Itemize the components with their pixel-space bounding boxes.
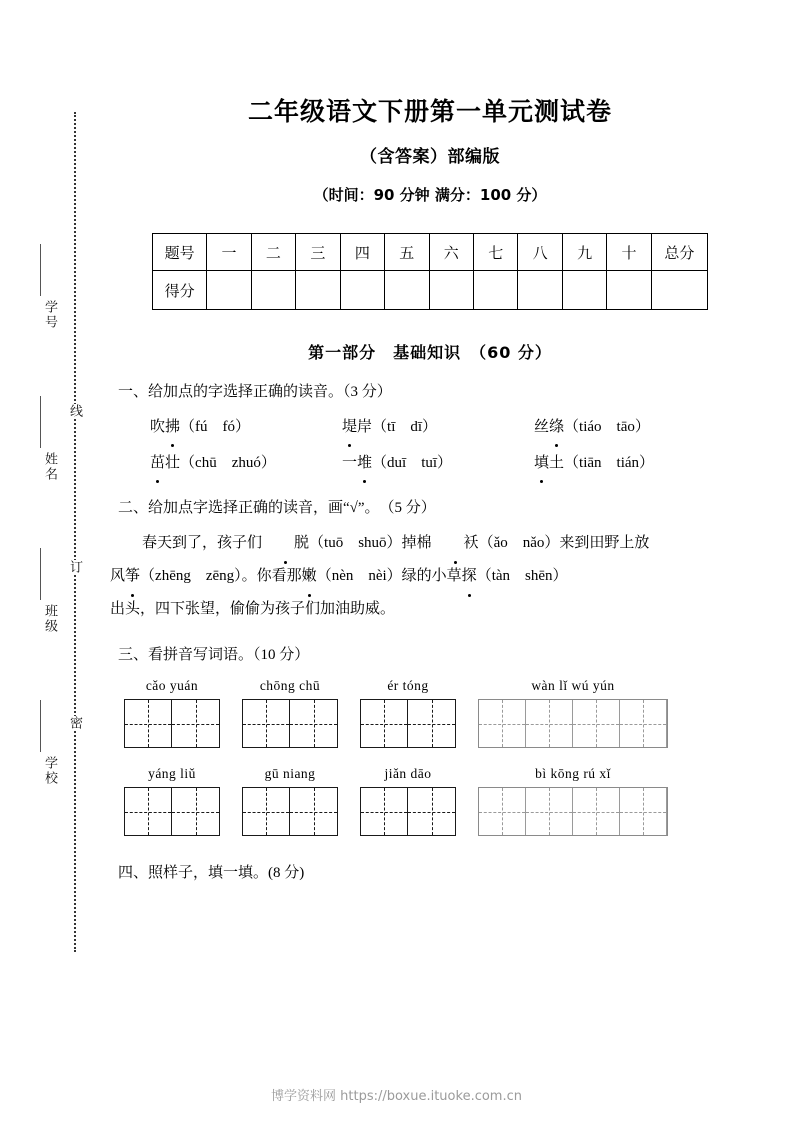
writing-cell[interactable] [408, 788, 455, 835]
question-1-option-1 [150, 411, 342, 443]
writing-group-4 [478, 678, 668, 748]
col-header-9: 九 [562, 234, 606, 271]
pinyin-label-6: gū niang [264, 766, 316, 781]
info-rule-student-id [40, 244, 41, 296]
tianzige-grid-2[interactable] [242, 699, 338, 748]
q1-o3-dotted-char: 绦 [549, 411, 564, 443]
score-cell-5[interactable] [385, 271, 429, 310]
question-2-passage-line-1 [110, 527, 750, 560]
writing-cell[interactable] [243, 788, 290, 835]
writing-cell[interactable] [290, 788, 337, 835]
writing-cell[interactable] [526, 700, 573, 747]
question-4-stem: 四、照样子，填一填。(8 分) [118, 865, 305, 881]
page-title: 二年级语文下册第一单元测试卷 [247, 97, 612, 126]
pinyin-label-3: ér tóng [387, 678, 429, 693]
seal-margin [0, 0, 110, 1122]
col-header-7: 七 [473, 234, 517, 271]
footer-watermark: 博学资料网 https://boxue.ituoke.com.cn [271, 1089, 522, 1104]
question-3-grid-row-1 [110, 678, 750, 748]
question-1-option-3 [534, 411, 726, 443]
score-cell-7[interactable] [473, 271, 517, 310]
writing-cell[interactable] [361, 788, 408, 835]
tianzige-grid-7[interactable] [360, 787, 456, 836]
writing-cell[interactable] [620, 788, 667, 835]
q1-o2-pinyin[interactable]: （tī dī） [372, 419, 438, 435]
col-header-10: 十 [607, 234, 651, 271]
writing-group-1 [124, 678, 220, 748]
pinyin-label-2: chōng chū [259, 678, 321, 693]
writing-cell[interactable] [172, 788, 219, 835]
q1-o6-post: 土 [549, 455, 565, 471]
info-rule-name [40, 396, 41, 448]
q1-o5-pre: 一 [342, 455, 358, 471]
writing-cell[interactable] [479, 788, 526, 835]
page-subtitle: （含答案）部编版 [360, 147, 500, 167]
info-rule-class [40, 548, 41, 600]
q1-o5-pinyin[interactable]: （duī tuī） [372, 455, 453, 471]
col-header-8: 八 [518, 234, 562, 271]
question-1-options-row-1 [110, 411, 750, 443]
seal-dotted-line [74, 112, 76, 952]
q1-o2-dotted-char: 堤 [342, 411, 357, 443]
score-cell-8[interactable] [518, 271, 562, 310]
q2-l2-dotted-char-3: 探 [462, 560, 477, 593]
score-cell-4[interactable] [340, 271, 384, 310]
q1-o3-pre: 丝 [534, 419, 550, 435]
writing-cell[interactable] [408, 700, 455, 747]
q2-l1-dotted-char-1: 脱 [262, 527, 309, 560]
part-one-heading: 第一部分 基础知识 （60 分） [308, 343, 552, 362]
q2-l1-dotted-char-2: 袄 [432, 527, 479, 560]
q1-o6-dotted-char: 填 [534, 447, 549, 479]
student-info-column [26, 240, 60, 860]
writing-cell[interactable] [125, 788, 172, 835]
pinyin-label-1: cǎo yuán [145, 678, 199, 693]
writing-cell[interactable] [620, 700, 667, 747]
q1-o3-pinyin[interactable]: （tiáo tāo） [564, 419, 650, 435]
score-cell-total[interactable] [651, 271, 707, 310]
q2-l2-b[interactable]: （zhēng zēng）。你看那 [140, 568, 302, 584]
q2-l1-c[interactable]: （ǎo nǎo）来到田野上放 [478, 535, 650, 551]
score-table [152, 233, 708, 310]
q1-o4-pinyin[interactable]: （chū zhuó） [180, 455, 276, 471]
tianzige-grid-6[interactable] [242, 787, 338, 836]
pinyin-label-4: wàn lǐ wú yún [531, 678, 615, 693]
score-cell-3[interactable] [296, 271, 340, 310]
col-header-4: 四 [340, 234, 384, 271]
score-cell-1[interactable] [207, 271, 251, 310]
writing-cell[interactable] [290, 700, 337, 747]
tianzige-grid-1[interactable] [124, 699, 220, 748]
q2-l2-dotted-char-1: 筝 [125, 560, 140, 593]
tianzige-grid-3[interactable] [360, 699, 456, 748]
question-1-stem: 一、给加点的字选择正确的读音。（3 分） [118, 384, 392, 400]
info-label-student-id: 学号 [43, 300, 58, 330]
score-cell-2[interactable] [251, 271, 295, 310]
col-header-2: 二 [251, 234, 295, 271]
writing-cell[interactable] [243, 700, 290, 747]
writing-cell[interactable] [125, 700, 172, 747]
q2-l1-a: 春天到了，孩子们 [142, 535, 263, 551]
q2-l2-c[interactable]: （nèn nèi）绿的小草 [316, 568, 462, 584]
col-header-1: 一 [207, 234, 251, 271]
question-1-option-4 [150, 447, 342, 479]
writing-group-2 [242, 678, 338, 748]
row-label-question-number: 题号 [153, 234, 207, 271]
q1-o5-dotted-char: 堆 [357, 447, 372, 479]
score-cell-10[interactable] [607, 271, 651, 310]
seal-char-bind: 订 [64, 560, 86, 574]
question-2-passage-line-2 [110, 560, 750, 593]
seal-char-line: 线 [64, 404, 86, 418]
exam-meta-info: （时间：90 分钟 满分：100 分） [313, 186, 547, 204]
pinyin-label-5: yáng liǔ [148, 766, 196, 781]
score-cell-6[interactable] [429, 271, 473, 310]
question-1-option-5 [342, 447, 534, 479]
pinyin-label-7: jiǎn dāo [384, 766, 432, 781]
writing-group-5 [124, 766, 220, 836]
writing-cell[interactable] [573, 788, 620, 835]
q1-o4-dotted-char: 茁 [150, 447, 165, 479]
writing-cell[interactable] [573, 700, 620, 747]
tianzige-grid-4[interactable] [478, 699, 668, 748]
q2-l1-b[interactable]: （tuō shuō）掉棉 [309, 535, 432, 551]
q2-l2-dotted-char-2: 嫩 [302, 560, 317, 593]
q2-l2-a: 风 [110, 568, 126, 584]
col-header-5: 五 [385, 234, 429, 271]
q2-l2-d[interactable]: （tàn shēn） [476, 568, 568, 584]
pinyin-label-8: bì kōng rú xǐ [535, 766, 611, 781]
question-2-passage-line-3: 出头，四下张望，偷偷为孩子们加油助威。 [110, 601, 396, 617]
question-3-grid-row-2 [110, 766, 750, 836]
info-rule-school [40, 700, 41, 752]
col-header-6: 六 [429, 234, 473, 271]
score-table-wrapper [110, 233, 750, 310]
writing-group-6 [242, 766, 338, 836]
writing-cell[interactable] [479, 700, 526, 747]
writing-cell[interactable] [172, 700, 219, 747]
q1-o6-pinyin[interactable]: （tiān tián） [564, 455, 655, 471]
writing-group-7 [360, 766, 456, 836]
table-row-scores [153, 271, 708, 310]
exam-paper-body [110, 0, 750, 1122]
col-header-total: 总分 [651, 234, 707, 271]
info-label-school: 学校 [43, 756, 58, 786]
question-1-option-2 [342, 411, 534, 443]
q1-o2-post: 岸 [357, 419, 373, 435]
info-label-class: 班级 [43, 604, 58, 634]
question-1-options-row-2 [110, 447, 750, 479]
info-label-name: 姓名 [43, 452, 58, 482]
q1-o1-pinyin[interactable]: （fú fó） [180, 419, 251, 435]
writing-group-8 [478, 766, 668, 836]
col-header-3: 三 [296, 234, 340, 271]
score-cell-9[interactable] [562, 271, 606, 310]
writing-cell[interactable] [526, 788, 573, 835]
question-2-stem: 二、给加点字选择正确的读音，画“√”。 （5 分） [118, 500, 436, 516]
table-row-question-numbers [153, 234, 708, 271]
q1-o1-dotted-char: 拂 [165, 411, 180, 443]
writing-cell[interactable] [361, 700, 408, 747]
seal-char-seal: 密 [64, 716, 86, 730]
tianzige-grid-8[interactable] [478, 787, 668, 836]
tianzige-grid-5[interactable] [124, 787, 220, 836]
q1-o4-post: 壮 [165, 455, 181, 471]
question-3-stem: 三、看拼音写词语。（10 分） [118, 647, 310, 663]
question-1-option-6 [534, 447, 726, 479]
q1-o1-pre: 吹 [150, 419, 166, 435]
writing-group-3 [360, 678, 456, 748]
row-label-score: 得分 [153, 271, 207, 310]
